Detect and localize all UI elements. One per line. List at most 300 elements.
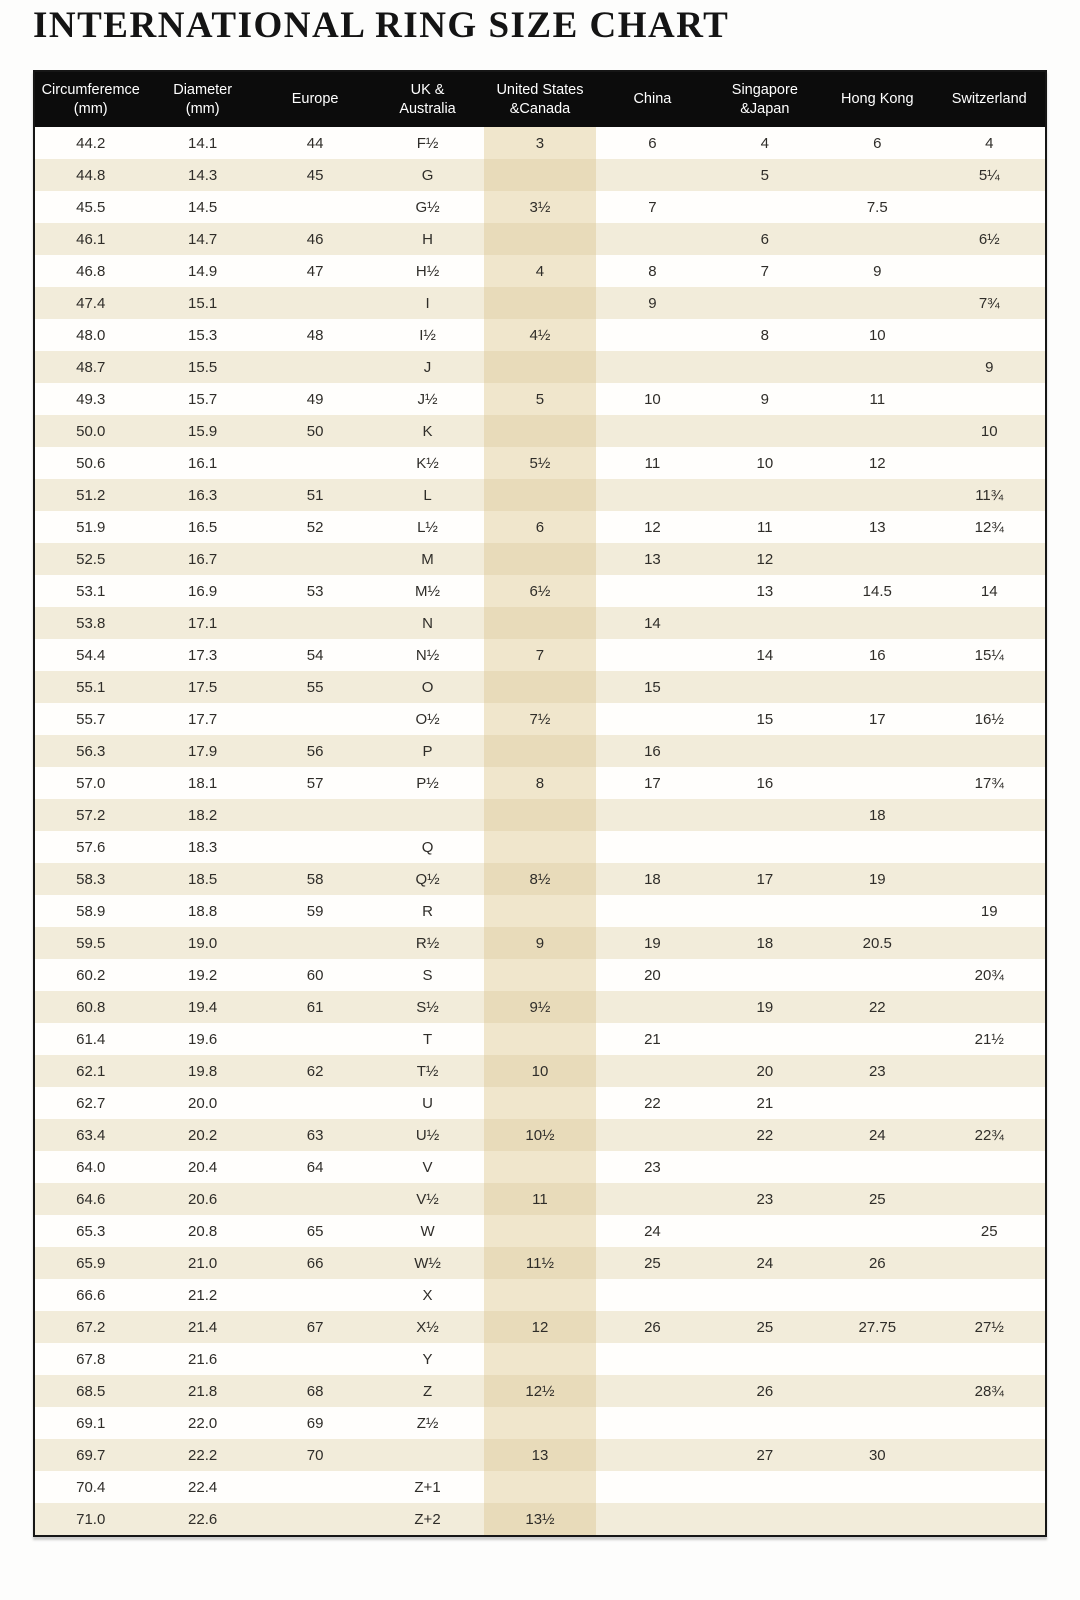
- cell-hong_kong: [821, 287, 933, 319]
- cell-switzerland: 27½: [974, 1318, 1004, 1336]
- cell-hong_kong: [821, 895, 933, 927]
- cell-china: [596, 703, 708, 735]
- table-row: [34, 1279, 1046, 1311]
- cell-europe: [259, 447, 371, 479]
- cell-europe: 61: [306, 998, 324, 1016]
- table-row: [34, 1343, 1046, 1375]
- cell-circumference_mm: 46.1: [76, 230, 106, 248]
- cell-us_canada: 5½: [484, 447, 596, 479]
- cell-uk_australia: S½: [416, 998, 439, 1016]
- cell-hong_kong: [821, 351, 933, 383]
- cell-diameter_mm: 20.8: [188, 1222, 218, 1240]
- cell-europe: [259, 1023, 371, 1055]
- cell-us_canada: [484, 415, 596, 447]
- cell-us_canada: [484, 543, 596, 575]
- table-row: [34, 159, 1046, 191]
- cell-uk_australia: Y: [422, 1350, 433, 1368]
- cell-singapore_japan: 6: [760, 230, 770, 248]
- cell-switzerland: [934, 831, 1047, 863]
- cell-circumference_mm: 69.1: [76, 1414, 106, 1432]
- cell-uk_australia: J½: [417, 390, 438, 408]
- cell-switzerland: [934, 191, 1047, 223]
- cell-singapore_japan: 23: [756, 1190, 774, 1208]
- col-header-us-canada: United States &Canada: [484, 71, 596, 127]
- cell-uk_australia: G: [421, 166, 434, 184]
- cell-diameter_mm: 19.6: [188, 1030, 218, 1048]
- table-row: [34, 1503, 1046, 1536]
- cell-europe: [259, 831, 371, 863]
- cell-diameter_mm: 17.3: [188, 646, 218, 664]
- cell-us_canada: 6½: [484, 575, 596, 607]
- cell-diameter_mm: 14.9: [188, 262, 218, 280]
- cell-china: 9: [648, 294, 657, 312]
- cell-switzerland: [934, 1471, 1047, 1503]
- cell-singapore_japan: 14: [756, 646, 774, 664]
- cell-circumference_mm: 55.1: [76, 678, 106, 696]
- cell-europe: 45: [306, 166, 324, 184]
- cell-switzerland: 21½: [974, 1030, 1004, 1048]
- table-row: [34, 863, 1046, 895]
- cell-diameter_mm: 18.3: [188, 838, 218, 856]
- cell-uk_australia: F½: [416, 134, 439, 152]
- cell-diameter_mm: 22.0: [188, 1414, 218, 1432]
- cell-china: 13: [644, 550, 661, 568]
- cell-diameter_mm: 22.6: [188, 1510, 218, 1528]
- cell-singapore_japan: [709, 479, 821, 511]
- cell-europe: 57: [306, 774, 324, 792]
- cell-us_canada: [484, 799, 596, 831]
- cell-switzerland: [934, 1183, 1047, 1215]
- cell-circumference_mm: 71.0: [76, 1510, 106, 1528]
- cell-circumference_mm: 57.6: [76, 838, 106, 856]
- cell-circumference_mm: 67.2: [76, 1318, 106, 1336]
- col-header-switzerland: Switzerland: [934, 71, 1047, 127]
- table-row: [34, 415, 1046, 447]
- cell-hong_kong: 12: [868, 454, 886, 472]
- cell-singapore_japan: 25: [756, 1318, 774, 1336]
- cell-switzerland: [934, 1279, 1047, 1311]
- cell-hong_kong: [821, 1151, 933, 1183]
- cell-europe: 50: [306, 422, 324, 440]
- cell-us_canada: [484, 1023, 596, 1055]
- header-row: [34, 71, 1046, 127]
- cell-europe: [259, 191, 371, 223]
- table-row: [34, 1439, 1046, 1471]
- cell-switzerland: 6½: [978, 230, 1000, 248]
- cell-singapore_japan: [709, 735, 821, 767]
- table-row: [34, 1183, 1046, 1215]
- table-row: [34, 511, 1046, 543]
- cell-hong_kong: [821, 223, 933, 255]
- cell-diameter_mm: 15.1: [188, 294, 218, 312]
- cell-uk_australia: X: [422, 1286, 433, 1304]
- cell-us_canada: [484, 607, 596, 639]
- cell-china: [596, 831, 708, 863]
- cell-china: [596, 1055, 708, 1087]
- cell-hong_kong: 16: [868, 646, 886, 664]
- cell-circumference_mm: 57.2: [76, 806, 106, 824]
- cell-uk_australia: V½: [416, 1190, 439, 1208]
- cell-diameter_mm: 18.2: [188, 806, 218, 824]
- cell-us_canada: 3½: [484, 191, 596, 223]
- cell-europe: [259, 1471, 371, 1503]
- cell-singapore_japan: 8: [760, 326, 770, 344]
- cell-us_canada: [484, 735, 596, 767]
- cell-circumference_mm: 55.7: [76, 710, 106, 728]
- cell-switzerland: [934, 1343, 1047, 1375]
- cell-uk_australia: H: [422, 230, 433, 248]
- cell-europe: 64: [306, 1158, 324, 1176]
- cell-europe: [259, 703, 371, 735]
- cell-uk_australia: L½: [417, 518, 438, 536]
- cell-us_canada: 5: [484, 383, 596, 415]
- cell-diameter_mm: 21.4: [188, 1318, 218, 1336]
- cell-hong_kong: [821, 415, 933, 447]
- cell-china: [596, 1471, 708, 1503]
- cell-singapore_japan: [709, 1407, 821, 1439]
- col-header-diameter: Diameter (mm): [146, 71, 258, 127]
- table-row: [34, 1407, 1046, 1439]
- table-row: [34, 671, 1046, 703]
- cell-circumference_mm: 65.3: [76, 1222, 106, 1240]
- cell-hong_kong: 23: [868, 1062, 886, 1080]
- cell-us_canada: 9½: [484, 991, 596, 1023]
- cell-hong_kong: 19: [868, 870, 886, 888]
- cell-singapore_japan: 20: [756, 1062, 774, 1080]
- cell-us_canada: [484, 1407, 596, 1439]
- table-row: [34, 735, 1046, 767]
- cell-switzerland: [934, 1151, 1047, 1183]
- cell-china: 12: [644, 518, 661, 536]
- cell-switzerland: 15¼: [974, 646, 1004, 664]
- cell-diameter_mm: 16.7: [188, 550, 218, 568]
- cell-hong_kong: [821, 1503, 933, 1536]
- cell-china: 26: [644, 1318, 661, 1336]
- cell-hong_kong: 9: [873, 262, 882, 280]
- cell-singapore_japan: [709, 831, 821, 863]
- cell-switzerland: [934, 1087, 1047, 1119]
- cell-circumference_mm: 50.6: [76, 454, 106, 472]
- cell-europe: [259, 799, 371, 831]
- cell-singapore_japan: 7: [760, 262, 770, 280]
- cell-singapore_japan: [709, 351, 821, 383]
- cell-switzerland: 4: [985, 134, 994, 152]
- cell-circumference_mm: 70.4: [76, 1478, 106, 1496]
- cell-china: 8: [648, 262, 657, 280]
- cell-switzerland: 12¾: [974, 518, 1004, 536]
- table-row: [34, 1471, 1046, 1503]
- table-row: [34, 1055, 1046, 1087]
- cell-china: 21: [644, 1030, 661, 1048]
- cell-europe: 49: [306, 390, 324, 408]
- table-row: [34, 1023, 1046, 1055]
- cell-china: 10: [644, 390, 661, 408]
- cell-europe: 51: [306, 486, 324, 504]
- cell-circumference_mm: 65.9: [76, 1254, 106, 1272]
- cell-circumference_mm: 54.4: [76, 646, 106, 664]
- cell-hong_kong: 13: [868, 518, 886, 536]
- cell-hong_kong: [821, 735, 933, 767]
- cell-singapore_japan: 27: [756, 1446, 774, 1464]
- cell-uk_australia: K: [422, 422, 433, 440]
- cell-europe: 66: [306, 1254, 324, 1272]
- cell-europe: 55: [306, 678, 324, 696]
- table-row: [34, 767, 1046, 799]
- table-row: [34, 927, 1046, 959]
- cell-us_canada: [484, 351, 596, 383]
- cell-uk_australia: H½: [415, 262, 440, 280]
- cell-hong_kong: 10: [868, 326, 886, 344]
- cell-circumference_mm: 57.0: [76, 774, 106, 792]
- cell-singapore_japan: [709, 895, 821, 927]
- cell-circumference_mm: 44.8: [76, 166, 106, 184]
- cell-china: [596, 991, 708, 1023]
- cell-diameter_mm: 19.0: [188, 934, 218, 952]
- cell-uk_australia: X½: [416, 1318, 439, 1336]
- cell-singapore_japan: 15: [756, 710, 774, 728]
- table-row: [34, 383, 1046, 415]
- cell-uk_australia: P½: [416, 774, 439, 792]
- cell-us_canada: 8: [484, 767, 596, 799]
- cell-circumference_mm: 60.2: [76, 966, 106, 984]
- cell-singapore_japan: [709, 799, 821, 831]
- cell-singapore_japan: 13: [756, 582, 774, 600]
- cell-singapore_japan: 11: [757, 518, 773, 536]
- cell-europe: [259, 543, 371, 575]
- table-body: [34, 127, 1046, 1536]
- cell-uk_australia: Q½: [415, 870, 440, 888]
- cell-circumference_mm: 53.8: [76, 614, 106, 632]
- cell-hong_kong: [821, 543, 933, 575]
- cell-diameter_mm: 21.2: [188, 1286, 218, 1304]
- cell-hong_kong: 18: [868, 806, 886, 824]
- cell-europe: 59: [306, 902, 324, 920]
- cell-europe: 44: [306, 134, 324, 152]
- cell-uk_australia: W: [420, 1222, 435, 1240]
- cell-uk_australia: M: [421, 550, 434, 568]
- cell-us_canada: [484, 831, 596, 863]
- cell-europe: 69: [306, 1414, 324, 1432]
- cell-diameter_mm: 16.9: [188, 582, 218, 600]
- table-row: [34, 607, 1046, 639]
- cell-singapore_japan: [709, 1151, 821, 1183]
- cell-singapore_japan: [709, 1279, 821, 1311]
- cell-switzerland: [934, 735, 1047, 767]
- cell-circumference_mm: 60.8: [76, 998, 106, 1016]
- cell-diameter_mm: 17.9: [188, 742, 218, 760]
- col-header-singapore-japan: Singapore &Japan: [709, 71, 821, 127]
- cell-china: [596, 1439, 708, 1471]
- cell-switzerland: [934, 1503, 1047, 1536]
- cell-us_canada: [484, 1279, 596, 1311]
- cell-europe: 60: [306, 966, 324, 984]
- table-row: [34, 319, 1046, 351]
- cell-china: [596, 1503, 708, 1536]
- col-header-china: China: [596, 71, 708, 127]
- cell-china: [596, 639, 708, 671]
- table-row: [34, 479, 1046, 511]
- cell-hong_kong: [821, 159, 933, 191]
- cell-hong_kong: [821, 1343, 933, 1375]
- table-row: [34, 287, 1046, 319]
- cell-circumference_mm: 47.4: [76, 294, 106, 312]
- cell-china: [596, 1279, 708, 1311]
- cell-singapore_japan: 18: [756, 934, 774, 952]
- table-row: [34, 799, 1046, 831]
- cell-china: 15: [644, 678, 661, 696]
- cell-china: 11: [644, 454, 661, 472]
- cell-hong_kong: [821, 1375, 933, 1407]
- cell-china: 23: [644, 1158, 661, 1176]
- cell-china: [596, 319, 708, 351]
- table-row: [34, 127, 1046, 159]
- cell-circumference_mm: 48.7: [76, 358, 106, 376]
- cell-switzerland: [934, 543, 1047, 575]
- col-header-hong-kong: Hong Kong: [821, 71, 933, 127]
- table-header: [34, 71, 1046, 127]
- col-header-uk-australia: UK & Australia: [371, 71, 483, 127]
- cell-switzerland: 28¾: [974, 1382, 1004, 1400]
- cell-switzerland: [934, 319, 1047, 351]
- cell-switzerland: 16½: [974, 710, 1004, 728]
- cell-diameter_mm: 16.1: [188, 454, 218, 472]
- cell-uk_australia: P: [422, 742, 433, 760]
- cell-diameter_mm: 14.7: [188, 230, 218, 248]
- cell-hong_kong: 14.5: [862, 582, 892, 600]
- cell-singapore_japan: [709, 1471, 821, 1503]
- cell-diameter_mm: 21.0: [188, 1254, 218, 1272]
- cell-uk_australia: S: [422, 966, 433, 984]
- cell-uk_australia: N½: [415, 646, 440, 664]
- cell-circumference_mm: 48.0: [76, 326, 106, 344]
- cell-china: 16: [644, 742, 661, 760]
- cell-china: [596, 1119, 708, 1151]
- cell-hong_kong: [821, 1407, 933, 1439]
- cell-singapore_japan: 26: [756, 1382, 774, 1400]
- table-row: [34, 895, 1046, 927]
- cell-singapore_japan: [709, 287, 821, 319]
- cell-europe: [259, 287, 371, 319]
- cell-hong_kong: 22: [868, 998, 886, 1016]
- cell-diameter_mm: 15.7: [188, 390, 218, 408]
- cell-china: [596, 1343, 708, 1375]
- table-row: [34, 351, 1046, 383]
- cell-hong_kong: [821, 959, 933, 991]
- cell-diameter_mm: 22.2: [188, 1446, 218, 1464]
- cell-hong_kong: 30: [868, 1446, 886, 1464]
- cell-singapore_japan: [709, 1503, 821, 1536]
- cell-singapore_japan: 21: [756, 1094, 774, 1112]
- cell-europe: 54: [306, 646, 324, 664]
- cell-circumference_mm: 51.2: [76, 486, 106, 504]
- cell-uk_australia: Z½: [416, 1414, 439, 1432]
- cell-hong_kong: 20.5: [862, 934, 892, 952]
- cell-diameter_mm: 22.4: [188, 1478, 218, 1496]
- cell-europe: [259, 1087, 371, 1119]
- cell-circumference_mm: 69.7: [76, 1446, 106, 1464]
- cell-switzerland: 7¾: [978, 294, 1000, 312]
- cell-diameter_mm: 16.5: [188, 518, 218, 536]
- cell-diameter_mm: 20.2: [188, 1126, 218, 1144]
- cell-us_canada: [484, 223, 596, 255]
- cell-uk_australia: R: [422, 902, 433, 920]
- cell-us_canada: 4: [484, 255, 596, 287]
- cell-europe: 67: [306, 1318, 324, 1336]
- cell-us_canada: [484, 1087, 596, 1119]
- cell-uk_australia: K½: [416, 454, 439, 472]
- cell-switzerland: 10: [980, 422, 998, 440]
- cell-switzerland: [934, 447, 1047, 479]
- cell-diameter_mm: 14.1: [188, 134, 218, 152]
- cell-uk_australia: J: [423, 358, 432, 376]
- cell-uk_australia: T: [422, 1030, 433, 1048]
- cell-europe: [259, 351, 371, 383]
- cell-circumference_mm: 62.1: [76, 1062, 106, 1080]
- cell-switzerland: 11¾: [975, 486, 1004, 504]
- cell-diameter_mm: 15.3: [188, 326, 218, 344]
- cell-switzerland: 22¾: [974, 1126, 1004, 1144]
- cell-circumference_mm: 68.5: [76, 1382, 106, 1400]
- cell-us_canada: 12: [484, 1311, 596, 1343]
- cell-uk_australia: U: [422, 1094, 433, 1112]
- cell-diameter_mm: 20.6: [188, 1190, 218, 1208]
- cell-singapore_japan: 12: [756, 550, 774, 568]
- table-row: [34, 1311, 1046, 1343]
- cell-us_canada: 8½: [484, 863, 596, 895]
- cell-china: [596, 575, 708, 607]
- cell-circumference_mm: 58.3: [76, 870, 106, 888]
- cell-diameter_mm: 15.5: [188, 358, 218, 376]
- cell-diameter_mm: 19.2: [188, 966, 218, 984]
- cell-switzerland: [934, 991, 1047, 1023]
- cell-china: [596, 895, 708, 927]
- cell-circumference_mm: 50.0: [76, 422, 106, 440]
- cell-singapore_japan: 16: [756, 774, 774, 792]
- cell-switzerland: [934, 607, 1047, 639]
- cell-europe: [259, 607, 371, 639]
- cell-hong_kong: 24: [868, 1126, 886, 1144]
- table-row: [34, 831, 1046, 863]
- cell-diameter_mm: 14.5: [188, 198, 218, 216]
- cell-china: 18: [644, 870, 661, 888]
- cell-us_canada: [484, 895, 596, 927]
- cell-diameter_mm: 19.8: [188, 1062, 218, 1080]
- cell-europe: 46: [306, 230, 324, 248]
- table-row: [34, 255, 1046, 287]
- cell-china: [596, 799, 708, 831]
- cell-singapore_japan: [709, 1023, 821, 1055]
- cell-china: 22: [644, 1094, 661, 1112]
- table-row: [34, 1119, 1046, 1151]
- cell-circumference_mm: 59.5: [76, 934, 106, 952]
- table-row: [34, 1247, 1046, 1279]
- table-row: [34, 1375, 1046, 1407]
- table-row: [34, 543, 1046, 575]
- cell-us_canada: [484, 1343, 596, 1375]
- cell-us_canada: 4½: [484, 319, 596, 351]
- cell-europe: 52: [306, 518, 324, 536]
- cell-switzerland: [934, 927, 1047, 959]
- cell-uk_australia: M½: [415, 582, 441, 600]
- cell-singapore_japan: 17: [756, 870, 774, 888]
- cell-diameter_mm: 19.4: [188, 998, 218, 1016]
- cell-china: 14: [644, 614, 661, 632]
- cell-us_canada: 11½: [484, 1247, 596, 1279]
- cell-switzerland: [934, 1439, 1047, 1471]
- cell-uk_australia: L: [423, 486, 432, 504]
- cell-europe: 53: [306, 582, 324, 600]
- cell-diameter_mm: 16.3: [188, 486, 218, 504]
